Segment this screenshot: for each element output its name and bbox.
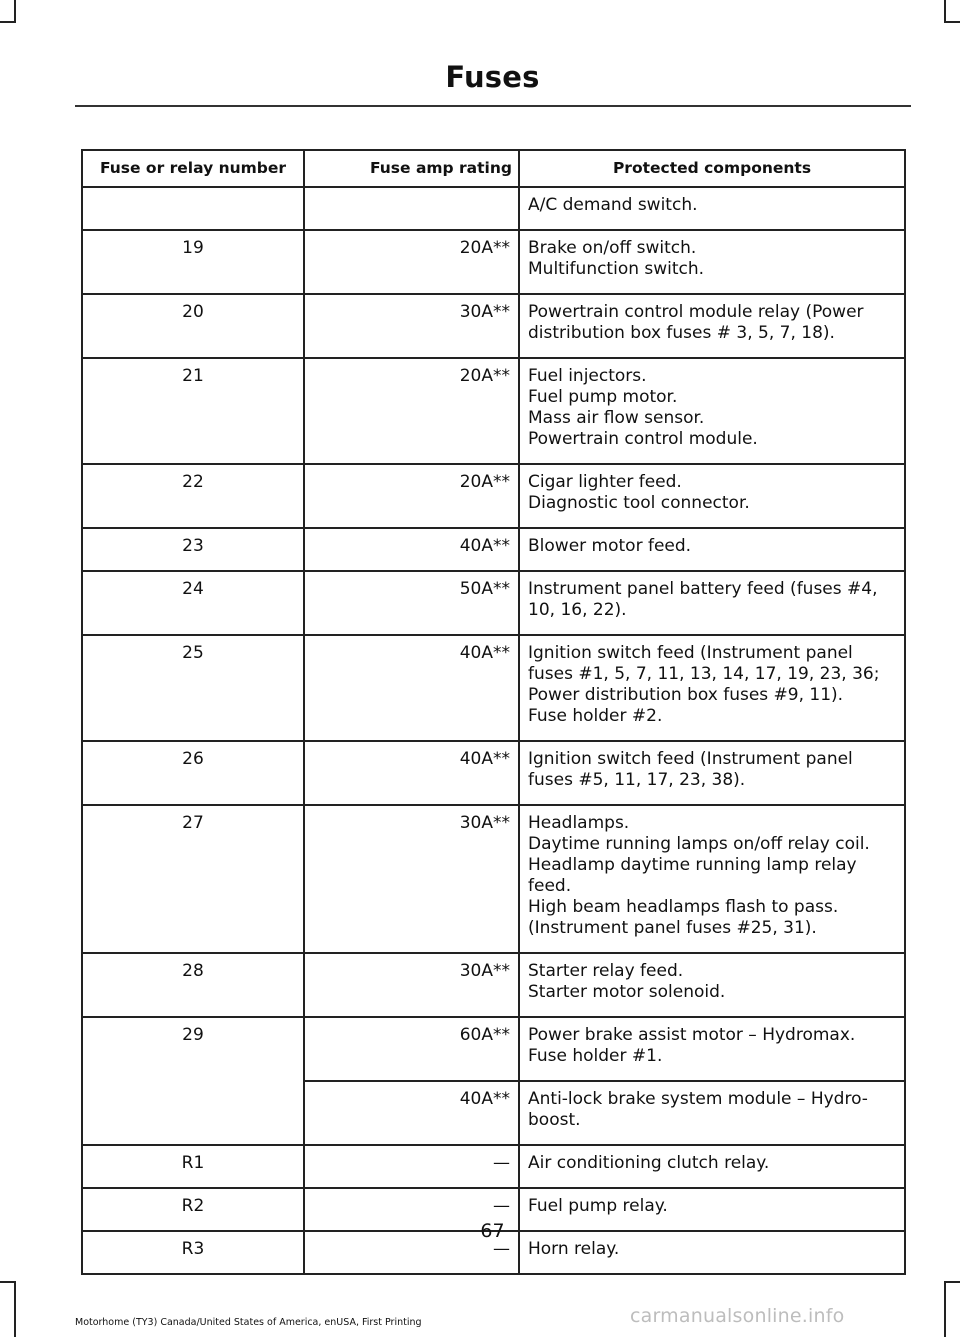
protected-components-cell bbox=[519, 1081, 905, 1145]
crop-mark-top-left-horizontal bbox=[0, 21, 16, 23]
fuse-number-cell: R2 bbox=[82, 1188, 304, 1231]
header-amp-rating: Fuse amp rating bbox=[304, 150, 519, 187]
table-row bbox=[82, 528, 905, 571]
component-line: High beam headlamps flash to pass. (Instrument panel fuses #25, 31). bbox=[528, 897, 839, 938]
protected-components-cell bbox=[519, 741, 905, 805]
table-row bbox=[82, 953, 905, 1017]
table-row bbox=[82, 805, 905, 953]
amp-rating-cell: 40A** bbox=[304, 741, 519, 805]
component-line: Cigar lighter feed. bbox=[528, 472, 682, 492]
component-line: Anti-lock brake system module – Hydro-boost. bbox=[528, 1089, 868, 1130]
table-row bbox=[82, 187, 905, 230]
protected-components-cell bbox=[519, 953, 905, 1017]
amp-rating-cell: 20A** bbox=[304, 230, 519, 294]
amp-rating-cell: 30A** bbox=[304, 805, 519, 953]
table-row bbox=[82, 741, 905, 805]
protected-components-cell bbox=[519, 187, 905, 230]
component-line: Fuse holder #2. bbox=[528, 706, 663, 726]
watermark: carmanualsonline.info bbox=[630, 1305, 845, 1327]
table-row bbox=[82, 1017, 905, 1081]
component-line: Air conditioning clutch relay. bbox=[528, 1153, 770, 1173]
component-line: Fuel injectors. bbox=[528, 366, 647, 386]
amp-rating-cell: 40A** bbox=[304, 528, 519, 571]
fuse-number-cell: 23 bbox=[82, 528, 304, 571]
crop-mark-bottom-right-vertical bbox=[944, 1281, 946, 1337]
component-line: A/C demand switch. bbox=[528, 195, 698, 215]
fuse-number-cell: 28 bbox=[82, 953, 304, 1017]
fuse-number-cell: 27 bbox=[82, 805, 304, 953]
fuse-number-cell: 21 bbox=[82, 358, 304, 464]
table-row bbox=[82, 464, 905, 528]
protected-components-cell bbox=[519, 528, 905, 571]
header-protected-components: Protected components bbox=[519, 150, 905, 187]
fuse-table bbox=[81, 149, 906, 1275]
protected-components-cell bbox=[519, 1017, 905, 1081]
crop-mark-top-left-vertical bbox=[14, 0, 16, 22]
amp-rating-cell: 20A** bbox=[304, 464, 519, 528]
component-line: Fuel pump relay. bbox=[528, 1196, 668, 1216]
amp-rating-cell: — bbox=[304, 1145, 519, 1188]
fuse-number-cell: 19 bbox=[82, 230, 304, 294]
page-title: Fuses bbox=[445, 60, 540, 94]
crop-mark-top-right-vertical bbox=[944, 0, 946, 22]
component-line: Headlamp daytime running lamp relay feed. bbox=[528, 855, 857, 896]
component-line: Starter relay feed. bbox=[528, 961, 684, 981]
title-divider bbox=[75, 105, 911, 107]
amp-rating-cell: 30A** bbox=[304, 953, 519, 1017]
protected-components-cell bbox=[519, 464, 905, 528]
component-line: Starter motor solenoid. bbox=[528, 982, 726, 1002]
amp-rating-cell: 60A** bbox=[304, 1017, 519, 1081]
fuse-number-cell: R1 bbox=[82, 1145, 304, 1188]
fuse-number-cell: R3 bbox=[82, 1231, 304, 1274]
page-number: 67 bbox=[480, 1220, 505, 1242]
table-row bbox=[82, 358, 905, 464]
amp-rating-cell: 50A** bbox=[304, 571, 519, 635]
amp-rating-cell: 40A** bbox=[304, 1081, 519, 1145]
component-line: Diagnostic tool connector. bbox=[528, 493, 750, 513]
component-line: Fuel pump motor. bbox=[528, 387, 678, 407]
component-line: Blower motor feed. bbox=[528, 536, 692, 556]
crop-mark-bottom-left-horizontal bbox=[0, 1281, 16, 1283]
fuse-table-body bbox=[82, 187, 905, 1274]
table-row bbox=[82, 294, 905, 358]
component-line: Fuse holder #1. bbox=[528, 1046, 663, 1066]
component-line: Multifunction switch. bbox=[528, 259, 705, 279]
component-line: Ignition switch feed (Instrument panel fuses #5, 11, 17, 23, 38). bbox=[528, 749, 853, 790]
amp-rating-cell: 30A** bbox=[304, 294, 519, 358]
component-line: Horn relay. bbox=[528, 1239, 620, 1259]
component-line: Ignition switch feed (Instrument panel fuses #1, 5, 7, 11, 13, 14, 17, 19, 23, 36; Power distribution box fuses #9, 11). bbox=[528, 643, 880, 705]
table-row bbox=[82, 571, 905, 635]
fuse-number-cell: 25 bbox=[82, 635, 304, 741]
table-header-row bbox=[82, 150, 905, 187]
table-row bbox=[82, 635, 905, 741]
fuse-number-cell: 20 bbox=[82, 294, 304, 358]
protected-components-cell bbox=[519, 1145, 905, 1188]
protected-components-cell bbox=[519, 294, 905, 358]
crop-mark-bottom-right-horizontal bbox=[944, 1281, 960, 1283]
component-line: Instrument panel battery feed (fuses #4, 10, 16, 22). bbox=[528, 579, 878, 620]
component-line: Headlamps. bbox=[528, 813, 630, 833]
table-row bbox=[82, 1145, 905, 1188]
component-line: Powertrain control module relay (Power distribution box fuses # 3, 5, 7, 18). bbox=[528, 302, 864, 343]
amp-rating-cell: 20A** bbox=[304, 358, 519, 464]
component-line: Mass air flow sensor. bbox=[528, 408, 705, 428]
footer-text: Motorhome (TY3) Canada/United States of America, enUSA, First Printing bbox=[75, 1317, 422, 1328]
fuse-number-cell bbox=[82, 187, 304, 230]
protected-components-cell bbox=[519, 805, 905, 953]
table-row bbox=[82, 230, 905, 294]
component-line: Powertrain control module. bbox=[528, 429, 758, 449]
component-line: Daytime running lamps on/off relay coil. bbox=[528, 834, 870, 854]
header-fuse-number: Fuse or relay number bbox=[82, 150, 304, 187]
fuse-number-cell: 22 bbox=[82, 464, 304, 528]
crop-mark-top-right-horizontal bbox=[944, 21, 960, 23]
component-line: Power brake assist motor – Hydromax. bbox=[528, 1025, 856, 1045]
component-line: Brake on/off switch. bbox=[528, 238, 697, 258]
crop-mark-bottom-left-vertical bbox=[14, 1281, 16, 1337]
amp-rating-cell: 40A** bbox=[304, 635, 519, 741]
protected-components-cell bbox=[519, 635, 905, 741]
fuse-number-cell: 26 bbox=[82, 741, 304, 805]
protected-components-cell bbox=[519, 230, 905, 294]
amp-rating-cell: — bbox=[304, 1188, 519, 1231]
amp-rating-cell bbox=[304, 187, 519, 230]
amp-rating-cell: — bbox=[304, 1231, 519, 1274]
fuse-number-cell: 24 bbox=[82, 571, 304, 635]
protected-components-cell bbox=[519, 358, 905, 464]
protected-components-cell bbox=[519, 571, 905, 635]
fuse-number-cell: 29 bbox=[82, 1017, 304, 1145]
